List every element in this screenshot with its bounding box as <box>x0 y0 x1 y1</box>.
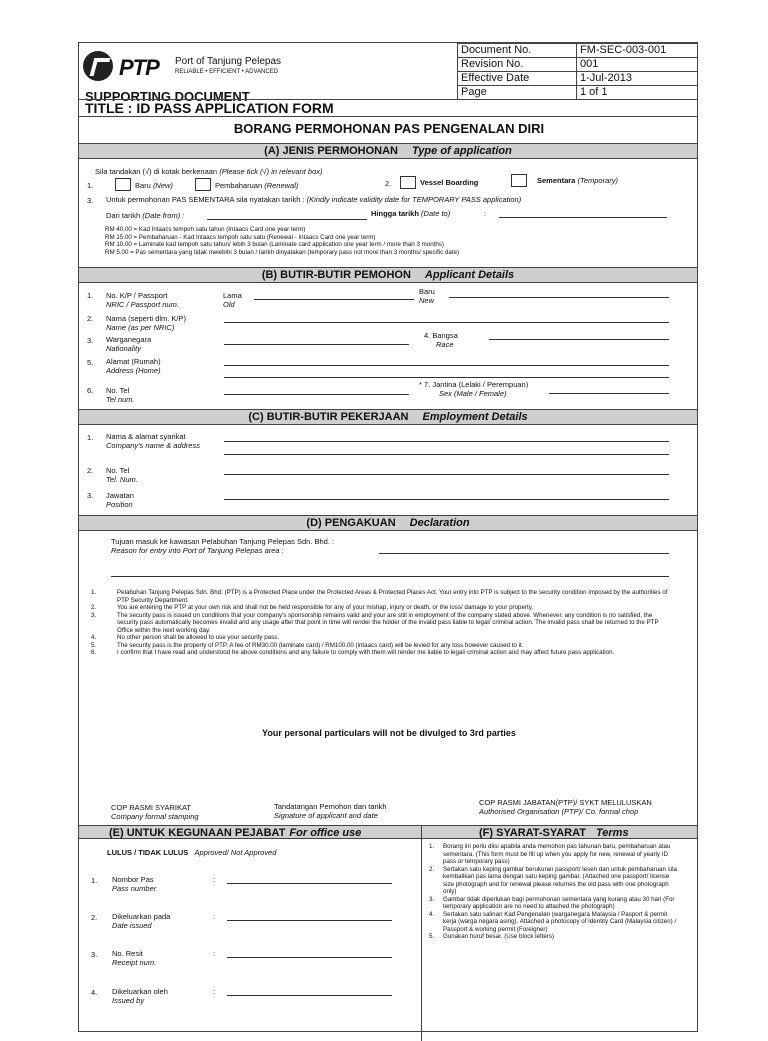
company-phone-label: No. Tel Tel. Num. <box>106 466 138 484</box>
page-label: Page <box>458 86 577 100</box>
company-input-1[interactable] <box>224 441 669 442</box>
nationality-label: Warganegara Nationality <box>106 335 152 353</box>
issued-by-label: Dikeluarkan oleh Issued by <box>112 987 168 1005</box>
logo-tagline: RELIABLE • EFFICIENT • ADVANCED <box>175 69 279 75</box>
logo-text: PTP <box>119 55 159 80</box>
sex-input[interactable] <box>549 393 669 394</box>
issued-by-input[interactable] <box>227 995 392 996</box>
effective-date-label: Effective Date <box>458 72 577 86</box>
temporary-checkbox[interactable] <box>511 174 527 187</box>
race-input[interactable] <box>489 339 669 340</box>
position-label: Jawatan Position <box>106 491 134 509</box>
colon: : <box>213 949 216 958</box>
fee-item: RM 40.00 = Kad Intaacs tempoh satu tahun (Intaacs Card one year term) <box>105 226 306 233</box>
renewal-label: Pembaharuan (Renewal) <box>215 181 299 190</box>
renewal-checkbox[interactable] <box>195 178 211 191</box>
conditions-list <box>91 589 673 657</box>
divider <box>79 116 697 117</box>
ptp-logo <box>83 49 298 89</box>
fee-list <box>105 226 665 256</box>
entry-reason-input-2[interactable] <box>111 576 669 577</box>
temporary-date-instruction: Untuk permohonan PAS SEMENTARA sila nyatakan tarikh : (Kindly indicate validity date for TEMPORARY PASS application) <box>106 195 522 204</box>
pass-number-label: Nombor Pas Pass number <box>112 875 157 893</box>
phone-label: No. Tel Tel num. <box>106 386 135 404</box>
supporting-document-label: SUPPORTING DOCUMENT <box>85 89 250 104</box>
instruction-text: Sila tandakan (√) di kotak berkenaan (Please tick (√) in relevant box) <box>95 167 323 176</box>
item-number: 3. <box>87 336 94 345</box>
fee-item: RM 5.00 = Pas sementara yang tidak melebihi 3 bulan / tarikh dinyatakan (temporary pass not more than 3 months/ specific date) <box>105 248 460 256</box>
column-divider <box>421 826 422 1041</box>
entry-reason-input-1[interactable] <box>379 553 669 554</box>
phone-input[interactable] <box>224 394 409 395</box>
address-input-1[interactable] <box>224 365 669 366</box>
condition-item: 1. Pelabuhan Tanjung Pelepas Sdn. Bhd. (PTP) is a Protected Place under the Protected Areas & Protected Places Act. Your entry into PTP is subject to the security condition imposed by the authorities of PTP Security Department. <box>91 589 668 604</box>
nric-new-input[interactable] <box>449 297 669 298</box>
privacy-notice: Your personal particulars will not be divulged to 3rd parties <box>262 728 516 738</box>
logo-name: Port of Tanjung Pelepas <box>175 56 282 67</box>
receipt-number-label: No. Resit Receipt num. <box>112 949 157 967</box>
page-value: 1 of 1 <box>577 86 698 100</box>
condition-item: 2. You are entering the PTP at your own risk and shall not be held responsible for any of your mishap, injury or death, or the loss/ damage to your property. <box>91 604 534 611</box>
company-stamp-label: COP RASMI SYARIKAT Company formal stamping <box>111 803 199 821</box>
main-title: BORANG PERMOHONAN PAS PENGENALAN DIRI <box>233 121 545 136</box>
date-to-label: Hingga tarikh (Date to) <box>371 209 451 218</box>
term-item: 1. Borang ini perlu diisi apabila anda memohon pas tahunan baru, pembaharuan atau sementara. (This form must be fill up when you apply for new, renewal of yearly ID pass or temporary pass) <box>429 843 671 865</box>
item-number: 3. <box>87 491 94 500</box>
condition-item: 3. The security pass is issued on conditions that your company's sponsorship remains valid and your are still in employment of the company stated above. Whenever, any condition is no satisfied, the security pass automatically becomes invalid and any usage after that point in time will render the holder of the invalid pass liable to legal/ criminal action. The invalid pass shall be returned to the PTP Office within the next working day. <box>91 611 659 634</box>
old-label: Lama Old <box>223 291 242 309</box>
date-to-input[interactable] <box>499 217 667 218</box>
temporary-label: Sementara (Temporary) <box>537 176 619 185</box>
date-from-label: Dari tarikh (Date from) : <box>106 211 185 220</box>
section-e-header: (E) UNTUK KEGUNAAN PEJABAT For office use <box>79 825 697 839</box>
item-number: 2. <box>385 179 392 188</box>
company-label: Nama & alamat syarikat Company's name & address <box>106 432 200 450</box>
item-number: 1. <box>91 876 98 885</box>
document-info-table <box>457 43 698 100</box>
new-label: Baru New <box>419 287 435 305</box>
position-input[interactable] <box>224 499 669 500</box>
company-input-2[interactable] <box>224 454 669 455</box>
company-phone-input[interactable] <box>224 474 669 475</box>
item-number: 1. <box>87 433 94 442</box>
item-number: 2. <box>87 466 94 475</box>
item-number: 5. <box>87 358 94 367</box>
date-issued-input[interactable] <box>227 920 392 921</box>
address-label: Alamat (Rumah) Address (Home) <box>106 357 161 375</box>
condition-item: 5. The security pass is the property of PTP. A fee of RM30.00 (laminate card) / RM100.00 (intaacs card) will be levied for any loss however caused to it. <box>91 641 524 649</box>
term-item: 3. Gambar tidak diperlukan bagi permohonan sementara yang kurang atau 30 hari (For temporary application are no need to attached the photograph) <box>429 895 675 910</box>
section-c-header: (C) BUTIR-BUTIR PEKERJAAN Employment Details <box>79 409 697 425</box>
new-label: Baru (New) <box>135 181 173 190</box>
term-item: 4. Sertakan satu salinan Kad Pengenalan (warganegara Malaysia / Pasport & permit kerja (warga negara asing). Attached a photocopy of Identity Card (Malaysia citizen) / Passport & working permit (Foreigner) <box>429 910 677 933</box>
section-b-header: (B) BUTIR-BUTIR PEMOHON Applicant Details <box>79 267 697 283</box>
revision-value: 001 <box>577 58 698 72</box>
address-input-2[interactable] <box>224 377 669 378</box>
form-page <box>78 42 698 1032</box>
terms-list <box>429 843 691 941</box>
race-label: 4. Bangsa Race <box>424 331 458 349</box>
name-label: Nama (seperti dlm. K/P) Name (as per NRIC) <box>106 314 187 332</box>
nationality-input[interactable] <box>224 344 409 345</box>
pass-number-input[interactable] <box>227 883 392 884</box>
new-checkbox[interactable] <box>115 178 131 191</box>
name-input[interactable] <box>224 322 669 323</box>
vessel-boarding-label: Vessel Boarding <box>420 178 479 187</box>
receipt-number-input[interactable] <box>227 957 392 958</box>
term-item: 2. Sertakan satu keping gambar berukuran passport/ lesen dan untuk pembaharuan sila kembalikan pas lama dengan satu keping gambar. (Attached one passport/ license size photograph and for renewal please returnes the old pass with one photograph only) <box>429 865 677 895</box>
date-issued-label: Dikeluarkan pada Date issued <box>112 912 171 930</box>
section-d-header: (D) PENGAKUAN Declaration <box>79 515 697 531</box>
colon: : <box>484 209 487 218</box>
item-number: 6. <box>87 386 94 395</box>
doc-no-label: Document No. <box>458 44 577 58</box>
section-f-header: (F) SYARAT-SYARAT Terms <box>479 827 629 839</box>
item-number: 3. <box>87 196 94 205</box>
date-from-input[interactable] <box>207 219 367 220</box>
term-item: 5. Gunakan huruf besar. (Use block letters) <box>429 933 555 940</box>
item-number: 1. <box>87 181 94 190</box>
form-title: TITLE : ID PASS APPLICATION FORM <box>85 100 334 116</box>
nric-label: No. K/P / Passport NRIC / Passport num. <box>106 291 179 309</box>
sex-label: * 7. Jantina (Lelaki / Perempuan) Sex (Male / Female) <box>419 380 529 398</box>
colon: : <box>213 987 216 996</box>
ptp-logo-icon <box>83 51 113 81</box>
nric-old-input[interactable] <box>254 299 414 300</box>
effective-date-value: 1-Jul-2013 <box>577 72 698 86</box>
item-number: 3. <box>91 950 98 959</box>
entry-reason-label: Tujuan masuk ke kawasan Pelabuhan Tanjung Pelepas Sdn. Bhd. : Reason for entry into Port of Tanjung Pelepas area : <box>111 537 335 555</box>
condition-item: 6. I confirm that I have read and understood he above conditions and any failure to comply with them will render me liable to legal/ criminal action and may affect future pass application. <box>91 649 615 656</box>
revision-label: Revision No. <box>458 58 577 72</box>
item-number: 1. <box>87 291 94 300</box>
colon: : <box>213 875 216 884</box>
fee-item: RM 15.00 = Pembaharuan - Kad Intaacs tempoh satu satu (Renewal - Intaacs Card one year term) <box>105 233 376 241</box>
applicant-signature-label: Tandatangan Pemohon dan tarikh Signature of applicant and date <box>274 802 387 820</box>
fee-item: RM 10.00 = Laminate kad tempoh satu tahun/ lebih 3 bulan (Laminate card application one year term / more than 3 months) <box>105 241 444 248</box>
item-number: 2. <box>87 314 94 323</box>
condition-item: 4. No other person shall be allowed to use your security pass. <box>91 634 279 641</box>
doc-no-value: FM-SEC-003-001 <box>577 44 698 58</box>
approval-status-label: LULUS / TIDAK LULUS Approved/ Not Approved <box>107 848 277 857</box>
item-number: 2. <box>91 913 98 922</box>
authority-stamp-label: COP RASMI JABATAN(PTP)/ SYKT MELULUSKAN Authorised Organisation (PTP)/ Co. formal chop <box>479 798 652 816</box>
vessel-boarding-checkbox[interactable] <box>400 176 416 189</box>
section-a-header: (A) JENIS PERMOHONAN Type of application <box>79 143 697 159</box>
item-number: 4. <box>91 988 98 997</box>
colon: : <box>213 912 216 921</box>
